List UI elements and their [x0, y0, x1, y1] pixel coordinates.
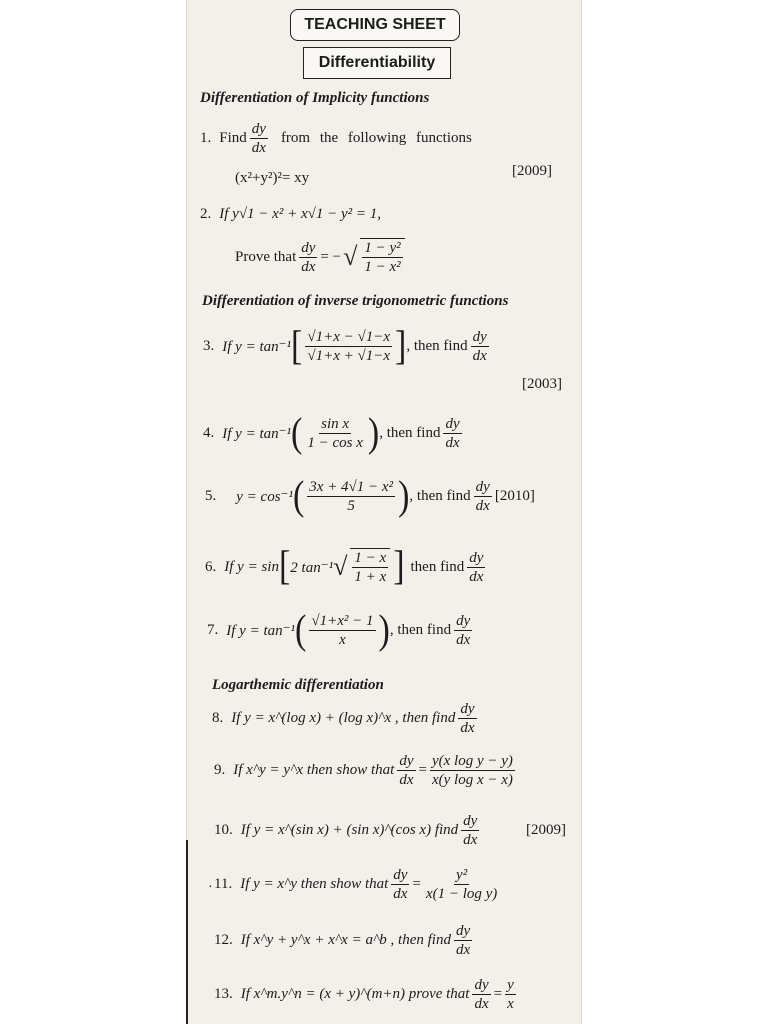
- rhs-fraction: $\frac{\text{1 − y²}}{\text{1 − x²}}$: [360, 238, 404, 276]
- question-7: [207, 607, 475, 653]
- question-2-prove: [235, 238, 408, 276]
- question-2: [200, 206, 381, 223]
- question-3: [203, 323, 492, 369]
- question-text: If y = x^y then show that: [240, 876, 389, 892]
- question-4: [203, 410, 465, 456]
- argument-fraction: $\frac{1 - x}{1 + x}$: [350, 548, 390, 586]
- question-number: 11.: [214, 876, 233, 892]
- question-number: 7.: [207, 622, 219, 638]
- derivative-fraction: $\frac{dy}{dx}$: [456, 613, 471, 648]
- derivative-fraction: $\frac{dy}{dx}$: [469, 549, 484, 585]
- question-text: , then find: [406, 338, 468, 354]
- question-1-equation: (x²+y²)²= xy: [235, 170, 310, 186]
- question-number: 6.: [205, 558, 217, 575]
- rhs-fraction: $\frac{y}{x}$: [507, 977, 514, 1012]
- question-10: [214, 812, 482, 849]
- year-tag: [2010]: [494, 488, 535, 504]
- question-number: 2.: [200, 206, 212, 222]
- derivative-fraction: $\frac{dy}{dx}$: [251, 121, 266, 156]
- question-text: If x^m.y^n = (x + y)^(m+n) prove that: [240, 986, 470, 1002]
- right-bracket-icon: ]: [395, 323, 407, 369]
- question-text: If x^y = y^x then show that: [233, 762, 395, 778]
- year-tag: [2009]: [512, 163, 552, 179]
- sqrt-icon: √: [343, 242, 358, 271]
- question-text: , then find: [409, 488, 471, 504]
- question-number: 5.: [205, 488, 217, 504]
- year-tag: [2003]: [522, 376, 562, 392]
- derivative-fraction: $\frac{dy}{dx}$: [472, 329, 487, 364]
- section-heading-logarithmic: Logarthemic differentiation: [212, 677, 384, 693]
- question-11: [214, 866, 502, 903]
- argument-fraction: $\frac{\text{sin x}}{\text{1 − cos x}}$: [307, 416, 363, 451]
- left-paren-icon: (: [295, 607, 307, 653]
- left-bracket-icon: [: [278, 544, 291, 589]
- question-text: , then find: [389, 622, 452, 638]
- derivative-fraction: $\frac{dy}{dx}$: [393, 867, 408, 902]
- rhs-fraction: $\frac{\text{y(x log y − y)}}{\text{x(y log x − x)}}$: [431, 753, 513, 788]
- question-number: 4.: [203, 425, 215, 441]
- question-text: from the following functions: [280, 130, 472, 146]
- left-paren-icon: (: [292, 473, 305, 519]
- left-bracket-icon: [: [291, 323, 303, 369]
- derivative-fraction: $\frac{dy}{dx}$: [475, 479, 490, 514]
- argument-fraction: $\frac{√1+x - √1-x}{√1+x + √1-x}$: [307, 329, 391, 364]
- stray-mark: ·: [208, 880, 213, 895]
- derivative-fraction: $\frac{dy}{dx}$: [474, 977, 489, 1012]
- question-text: 2 tan⁻¹: [290, 559, 334, 576]
- equals-sign: =: [493, 986, 503, 1002]
- question-8: [212, 700, 480, 737]
- page-title: TEACHING SHEET: [290, 9, 460, 41]
- derivative-fraction: $\frac{dy}{dx}$: [445, 416, 460, 451]
- derivative-fraction: $\frac{dy}{dx}$: [399, 753, 414, 788]
- question-text: Prove that: [235, 248, 297, 265]
- question-number: 3.: [203, 338, 215, 354]
- question-number: 8.: [212, 710, 224, 726]
- equals-sign: = −: [320, 248, 342, 265]
- question-text: If y = x^(sin x) + (sin x)^(cos x) find: [240, 822, 459, 838]
- question-text: If y = tan⁻¹: [222, 339, 292, 355]
- question-text: If y = sin: [224, 558, 279, 575]
- right-paren-icon: ): [378, 607, 390, 653]
- scan-edge-line: [186, 840, 188, 1024]
- question-number: 12.: [214, 932, 233, 948]
- question-text: Find: [219, 130, 247, 146]
- question-text: , then find: [379, 425, 441, 441]
- argument-fraction: $\frac{\text{3x + 4√1 − x²}}{5}$: [309, 479, 394, 514]
- question-number: 9.: [214, 762, 226, 778]
- question-text: If y = x^(log x) + (log x)^x , then find: [231, 710, 456, 726]
- question-number: 1.: [200, 130, 212, 146]
- section-heading-implicit: Differentiation of Implicity functions: [200, 90, 430, 106]
- equals-sign: =: [412, 876, 421, 892]
- page-subtitle: Differentiability: [303, 47, 451, 79]
- question-5: [205, 473, 535, 519]
- question-text: y = cos⁻¹: [236, 489, 293, 505]
- question-text: If y√1 − x² + x√1 − y² = 1,: [219, 206, 381, 222]
- derivative-fraction: $\frac{dy}{dx}$: [301, 239, 316, 275]
- year-tag: [2009]: [526, 822, 566, 838]
- rhs-fraction: $\frac{\text{y²}}{\text{x(1 − log y)}}$: [425, 867, 498, 902]
- left-paren-icon: (: [291, 410, 303, 456]
- question-13: [214, 976, 519, 1013]
- question-1: [200, 120, 472, 157]
- question-number: 13.: [214, 986, 233, 1002]
- derivative-fraction: $\frac{dy}{dx}$: [460, 701, 475, 736]
- sqrt-icon: √: [333, 552, 348, 581]
- question-text: If y = tan⁻¹: [226, 623, 296, 639]
- right-paren-icon: ): [398, 473, 410, 519]
- derivative-fraction: $\frac{dy}{dx}$: [455, 923, 471, 958]
- question-12: [214, 922, 475, 959]
- equals-sign: =: [418, 762, 427, 778]
- question-text: If x^y + y^x + x^x = a^b , then find: [240, 932, 451, 948]
- argument-fraction: $\frac{\text{√1+x² − 1}}{x}$: [311, 613, 374, 648]
- derivative-fraction: $\frac{dy}{dx}$: [463, 813, 478, 848]
- section-heading-inverse-trig: Differentiation of inverse trigonometric functions: [202, 293, 509, 309]
- question-9: [214, 752, 518, 789]
- question-text: If y = tan⁻¹: [222, 426, 292, 442]
- right-paren-icon: ): [367, 410, 380, 456]
- question-text: then find: [410, 558, 465, 575]
- question-6: [205, 544, 488, 589]
- question-number: 10.: [214, 822, 233, 838]
- right-bracket-icon: ]: [393, 544, 405, 589]
